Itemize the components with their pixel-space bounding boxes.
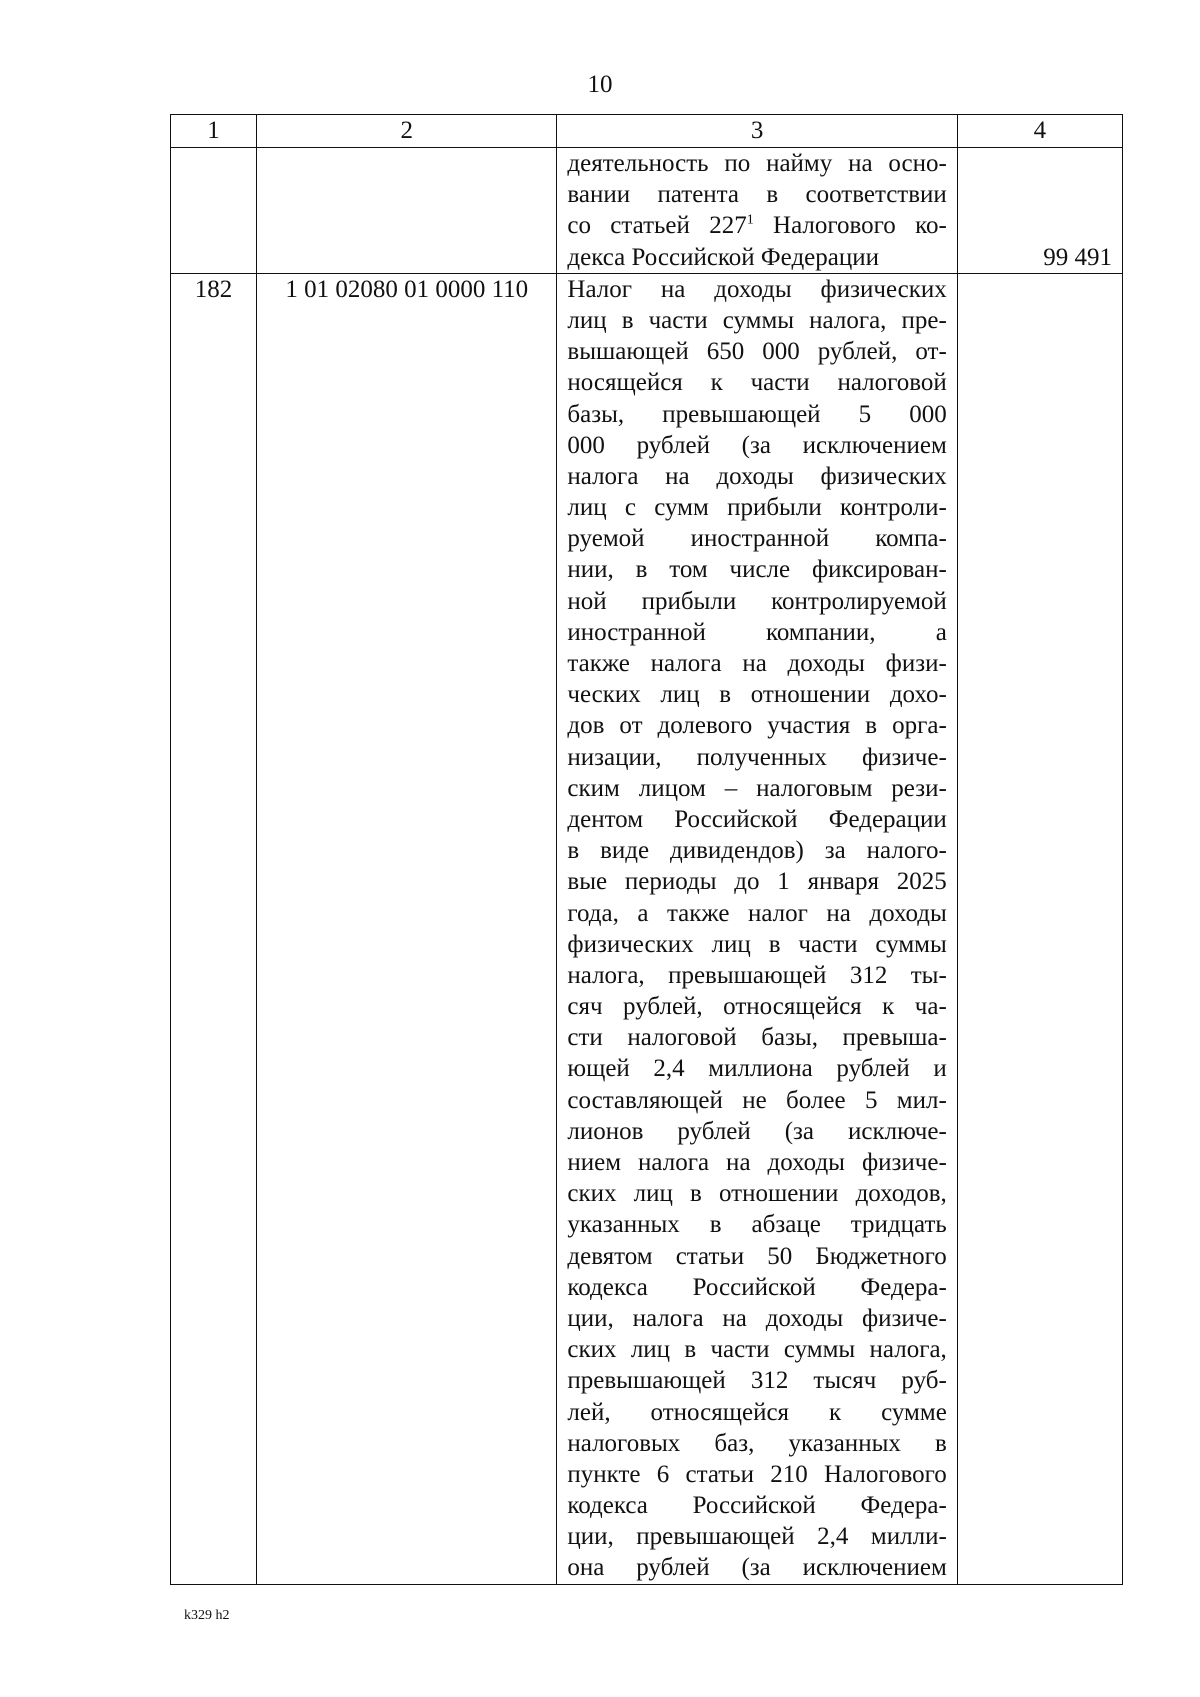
description-line: лиц с сумм прибыли контроли- — [567, 494, 947, 522]
description-line: сяч рублей, относящейся к ча- — [567, 993, 947, 1021]
header-cell-1: 1 — [171, 115, 257, 148]
description-line: она рублей (за исключением — [567, 1554, 947, 1582]
description-line: Налог на доходы физических — [567, 275, 947, 303]
description-line: составляющей не более 5 мил- — [567, 1086, 947, 1114]
description-line: дов от долевого участия в орга- — [567, 712, 947, 740]
header-cell-2: 2 — [257, 115, 557, 148]
description-line: лиц в части суммы налога, пре- — [567, 306, 947, 334]
description-line: налога на доходы физических — [567, 462, 947, 490]
description-line: ческих лиц в отношении дохо- — [567, 681, 947, 709]
description-line: ющей 2,4 миллиона рублей и — [567, 1055, 947, 1083]
description-line: деятельность по найму на осно- — [567, 150, 947, 177]
description-line: нии, в том числе фиксирован- — [567, 556, 947, 584]
description-fragment: Налогового ко- — [753, 212, 947, 240]
row1-description-cell — [557, 148, 957, 274]
description-line: иностранной компании, а — [567, 618, 947, 646]
description-line: налоговых баз, указанных в — [567, 1429, 947, 1457]
description-line: кодекса Российской Федера- — [567, 1273, 947, 1301]
description-line: ских лиц в части суммы налога, — [567, 1336, 947, 1364]
description-line: вышающей 650 000 рублей, от- — [567, 338, 947, 366]
description-line: кодекса Российской Федера- — [567, 1492, 947, 1520]
description-line: носящейся к части налоговой — [567, 369, 947, 397]
row1-code-cell — [171, 148, 257, 274]
header-cell-3: 3 — [557, 115, 957, 148]
row1-kbk-cell — [257, 148, 557, 274]
budget-table — [170, 114, 1123, 1585]
description-line — [567, 210, 946, 241]
description-line: ной прибыли контролируемой — [567, 587, 947, 615]
description-line: руемой иностранной компа- — [567, 525, 947, 553]
table-row — [171, 273, 1123, 1584]
description-line: низации, полученных физиче- — [567, 743, 947, 771]
document-code: k329 h2 — [184, 1608, 230, 1623]
description-line: сти налоговой базы, превыша- — [567, 1024, 947, 1052]
description-line: лей, относящейся к сумме — [567, 1398, 947, 1426]
description-line: ским лицом – налоговым рези- — [567, 774, 947, 802]
table-header-row — [171, 115, 1123, 148]
description-line: лионов рублей (за исключе- — [567, 1117, 947, 1145]
description-line: базы, превышающей 5 000 — [567, 400, 947, 428]
row2-kbk-cell: 1 01 02080 01 0000 110 — [257, 273, 557, 1584]
description-line: ции, налога на доходы физиче- — [567, 1304, 947, 1332]
row1-amount-cell: 99 491 — [957, 148, 1122, 274]
description-line: физических лиц в части суммы — [567, 930, 947, 958]
description-line: также налога на доходы физи- — [567, 650, 947, 677]
description-fragment: со статьей 227 — [567, 212, 747, 240]
description-line: налога, превышающей 312 ты- — [567, 961, 947, 989]
description-line: девятом статьи 50 Бюджетного — [567, 1242, 947, 1270]
article-superscript: 1 — [746, 213, 754, 229]
row2-code-cell: 182 — [171, 273, 257, 1584]
description-line: ских лиц в отношении доходов, — [567, 1180, 947, 1208]
header-cell-4: 4 — [957, 115, 1122, 148]
description-line: превышающей 312 тысяч руб- — [567, 1367, 947, 1395]
table-row — [171, 148, 1123, 274]
description-line: указанных в абзаце тридцать — [567, 1211, 947, 1239]
page-number: 10 — [587, 71, 613, 98]
description-line: в виде дивидендов) за налого- — [567, 837, 947, 865]
description-line: вании патента в соответствии — [567, 181, 947, 209]
description-line: нием налога на доходы физиче- — [567, 1149, 947, 1176]
row2-amount-cell — [957, 273, 1122, 1584]
description-line: декса Российской Федерации — [567, 243, 879, 271]
description-line: ции, превышающей 2,4 милли- — [567, 1523, 947, 1551]
row2-description-cell — [557, 273, 957, 1584]
description-line: дентом Российской Федерации — [567, 805, 947, 833]
description-line: вые периоды до 1 января 2025 — [567, 868, 947, 896]
description-line: пункте 6 статьи 210 Налогового — [567, 1460, 947, 1488]
description-line: года, а также налог на доходы — [567, 899, 947, 927]
description-line: 000 рублей (за исключением — [567, 431, 947, 459]
